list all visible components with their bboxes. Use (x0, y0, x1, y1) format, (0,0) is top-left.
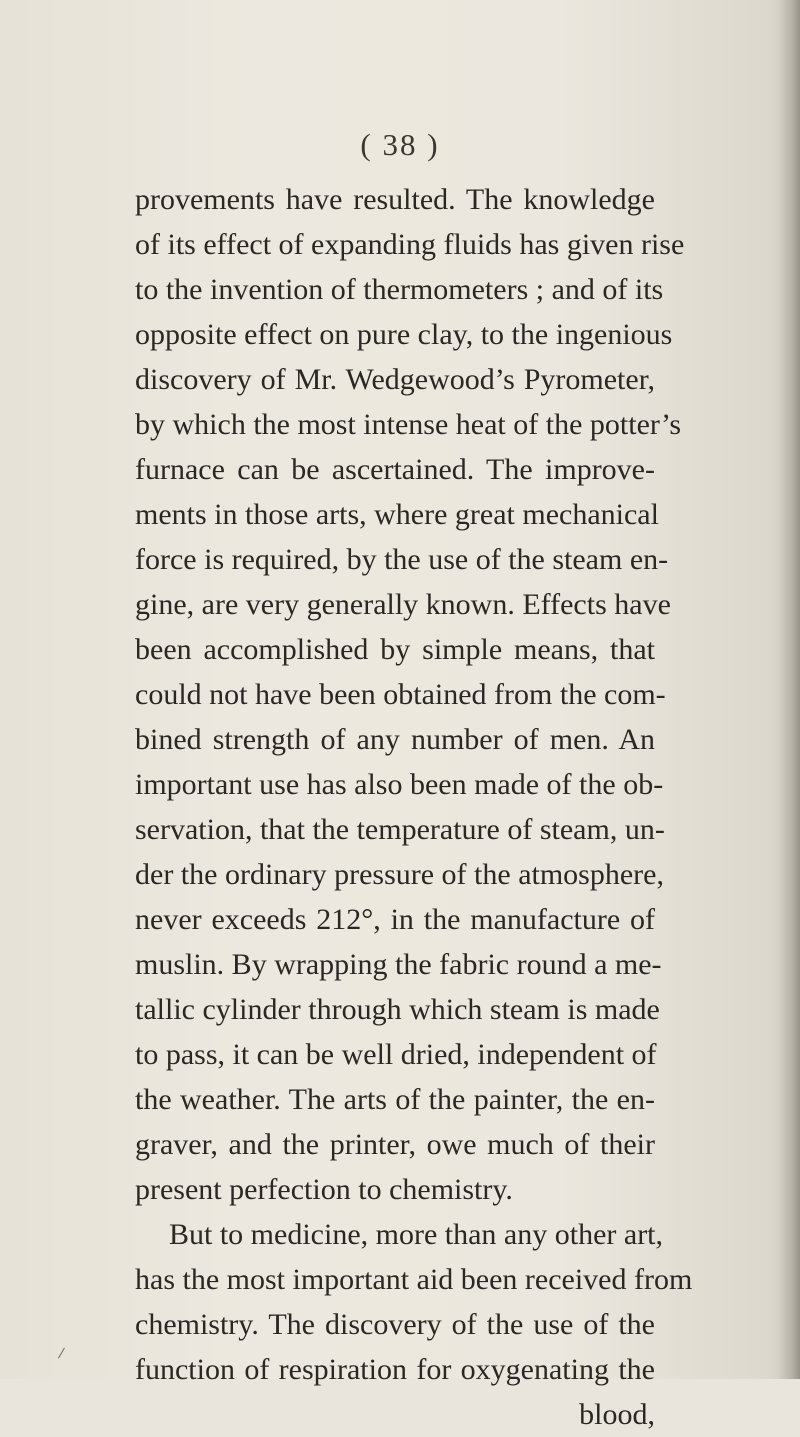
text-line: of its effect of expanding fluids has given rise (135, 228, 685, 261)
stray-ink-mark (58, 1348, 66, 1359)
text-line: But to medicine, more than any other art, (169, 1218, 664, 1251)
text-line: to pass, it can be well dried, independent of (135, 1038, 657, 1071)
text-line: chemistry. The discovery of the use of the (135, 1308, 655, 1341)
catchword: blood, (579, 1398, 655, 1431)
page-edge-shadow (778, 0, 800, 1379)
text-line: the weather. The arts of the painter, the en- (135, 1083, 655, 1116)
text-line: bined strength of any number of men. An (135, 723, 655, 756)
text-line: tallic cylinder through which steam is made (135, 993, 660, 1026)
text-line: furnace can be ascertained. The improve- (135, 453, 655, 486)
text-line: been accomplished by simple means, that (135, 633, 655, 666)
body-text (135, 177, 693, 1437)
text-line: function of respiration for oxygenating the (135, 1353, 655, 1386)
text-line: present perfection to chemistry. (135, 1173, 513, 1206)
text-line: provements have resulted. The knowledge (135, 183, 655, 216)
text-line: muslin. By wrapping the fabric round a me- (135, 948, 662, 981)
text-line: graver, and the printer, owe much of their (135, 1128, 655, 1161)
text-line: important use has also been made of the ob- (135, 768, 664, 801)
text-line: by which the most intense heat of the potter’s (135, 408, 681, 441)
text-line: could not have been obtained from the com- (135, 678, 666, 711)
text-line: force is required, by the use of the steam en- (135, 543, 669, 576)
text-line: has the most important aid been received from (135, 1263, 693, 1296)
text-line: ments in those arts, where great mechanical (135, 498, 659, 531)
text-line: servation, that the temperature of steam, un- (135, 813, 665, 846)
page-number: ( 38 ) (360, 127, 440, 162)
text-line: never exceeds 212°, in the manufacture of (135, 903, 655, 936)
text-line: der the ordinary pressure of the atmosphere, (135, 858, 664, 891)
text-line: opposite effect on pure clay, to the ingenious (135, 318, 673, 351)
text-line: to the invention of thermometers ; and of its (135, 273, 664, 306)
text-line: discovery of Mr. Wedgewood’s Pyrometer, (135, 363, 655, 396)
text-line: gine, are very generally known. Effects have (135, 588, 671, 621)
